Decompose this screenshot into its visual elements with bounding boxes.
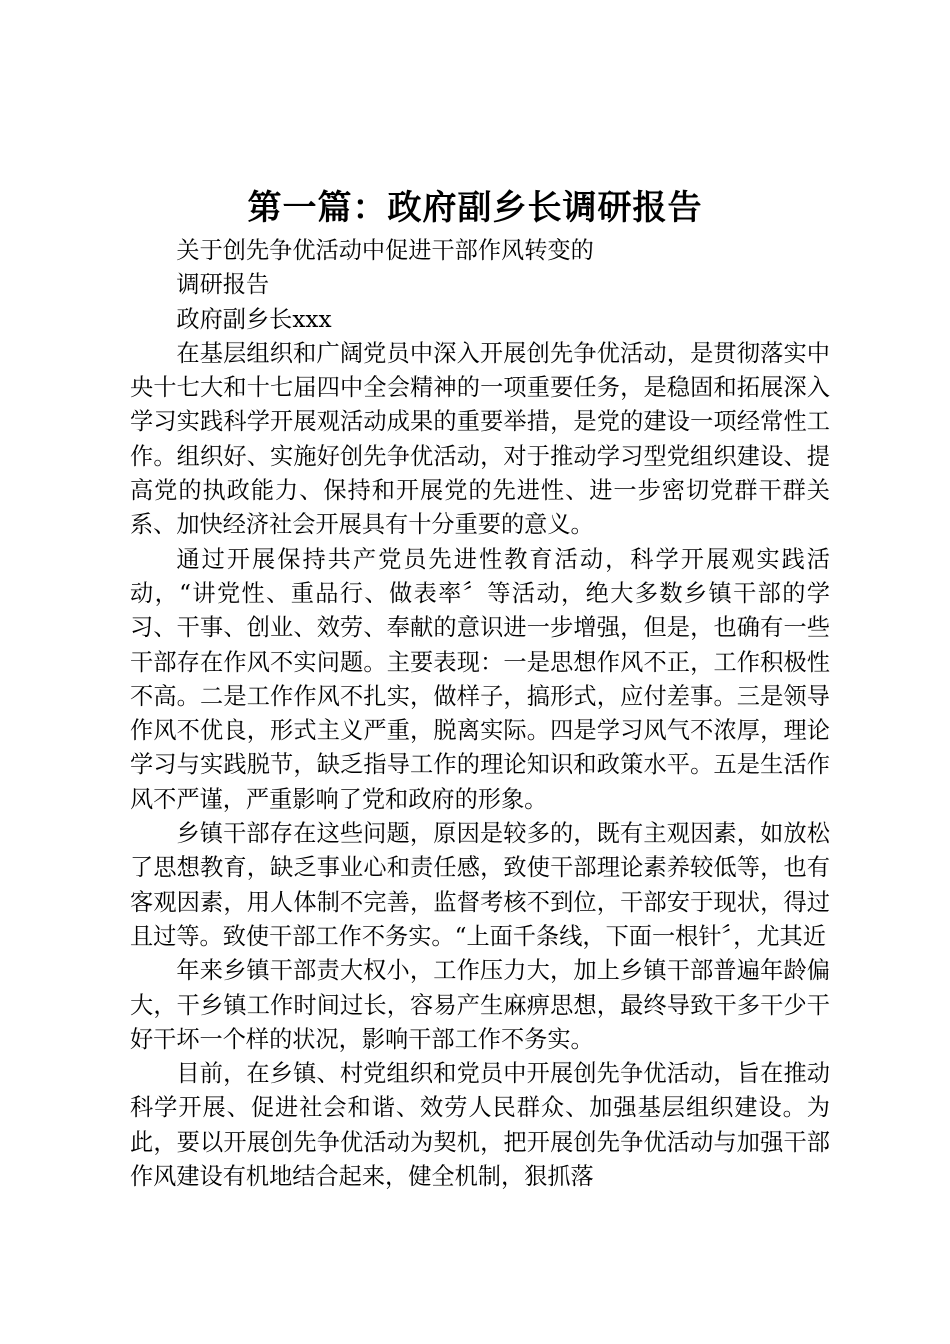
paragraph-3: 乡镇干部存在这些问题，原因是较多的，既有主观因素，如放松了思想教育，缺乏事业心和责任感，致使干部理论素养较低等，也有客观因素，用人体制不完善，监督考核不到位，干部安于现状，得过且过等。致使干部工作不务实。“上面千条线，下面一根针〞，尤其近 — [130, 820, 830, 950]
paragraph-4: 年来乡镇干部责大权小，工作压力大，加上乡镇干部普遍年龄偏大，干乡镇工作时间过长，容易产生麻痹思想，最终导致干多干少干好干坏一个样的状况，影响干部工作不务实。 — [130, 957, 830, 1053]
paragraph-1: 在基层组织和广阔党员中深入开展创先争优活动，是贯彻落实中央十七大和十七届四中全会精神的一项重要任务，是稳固和拓展深入学习实践科学开展观活动成果的重要举措，是党的建设一项经常性工作。组织好、实施好创先争优活动，对于推动学习型党组织建设、提高党的执政能力、保持和开展党的先进性、进一步密切党群干群关系、加快经济社会开展具有十分重要的意义。 — [130, 339, 830, 539]
document-body — [130, 234, 830, 1194]
paragraph-2: 通过开展保持共产党员先进性教育活动，科学开展观实践活动，“讲党性、重品行、做表率〞等活动，绝大多数乡镇干部的学习、干事、创业、效劳、奉献的意识进一步增强，但是，也确有一些干部存在作风不实问题。主要表现：一是思想作风不正，工作积极性不高。二是工作作风不扎实，做样子，搞形式，应付差事。三是领导作风不优良，形式主义严重，脱离实际。四是学习风气不浓厚，理论学习与实践脱节，缺乏指导工作的理论知识和政策水平。五是生活作风不严谨，严重影响了党和政府的形象。 — [130, 545, 830, 813]
subtitle-line-2: 调研报告 — [176, 271, 270, 299]
document-title: 第一篇：政府副乡长调研报告 — [247, 188, 703, 228]
paragraph-5: 目前，在乡镇、村党组织和党员中开展创先争优活动，旨在推动科学开展、促进社会和谐、效劳人民群众、加强基层组织建设。为此，要以开展创先争优活动为契机，把开展创先争优活动与加强干部作风建设有机地结合起来，健全机制，狠抓落 — [130, 1060, 830, 1191]
subtitle-line-1: 关于创先争优活动中促进干部作风转变的 — [176, 237, 594, 264]
author-line: 政府副乡长xxx — [176, 305, 332, 333]
